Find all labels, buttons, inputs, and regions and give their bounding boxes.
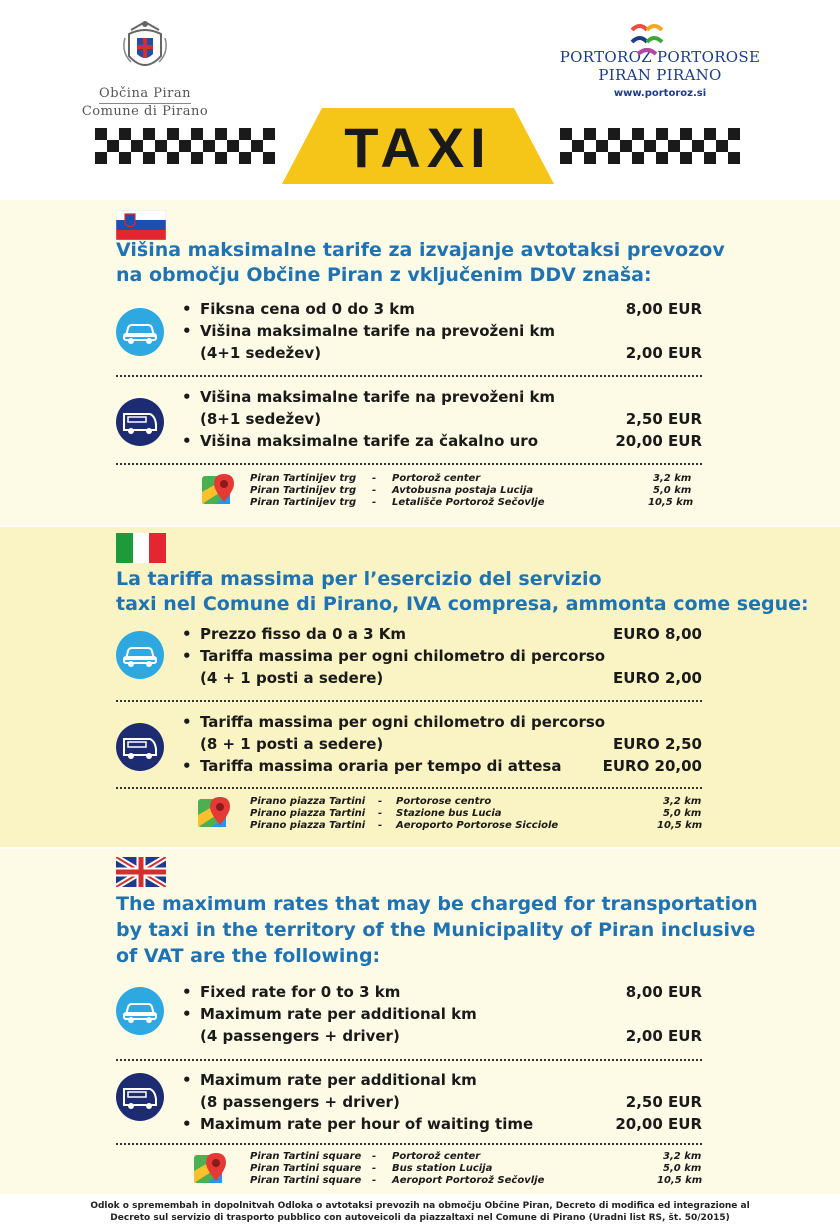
dotted-divider	[116, 700, 702, 702]
checker-square	[215, 128, 227, 140]
checker-square	[191, 152, 203, 164]
checker-square	[239, 152, 251, 164]
checker-square	[680, 152, 692, 164]
heading-line2: by taxi in the territory of the Municipality of Piran inclusive	[116, 919, 756, 941]
price: EURO 20,00	[602, 757, 702, 775]
checker-square	[656, 152, 668, 164]
checker-square	[620, 140, 632, 152]
rate-line: (8 passengers + driver) 2,50 EUR	[200, 1093, 702, 1111]
tourism-line2: PIRAN PIRANO	[598, 66, 722, 84]
rate-line: • Tariffa massima oraria per tempo di attesa EURO 20,00	[182, 757, 702, 775]
header	[0, 0, 840, 200]
rate-line: • Tariffa massima per ogni chilometro di percorso	[182, 713, 606, 731]
dotted-divider	[116, 463, 702, 465]
legal-footer	[0, 1200, 840, 1224]
taxi-title: TAXI	[344, 116, 492, 179]
checker-square	[716, 140, 728, 152]
checker-square	[584, 128, 596, 140]
logo-text-line2: Comune di Pirano	[81, 104, 209, 119]
checker-square	[656, 128, 668, 140]
footer-line1: Odlok o spremembah in dopolnitvah Odloka o avtotaksi prevozih na območju Občine Piran, Decreto di modifica ed integrazione al	[90, 1201, 750, 1211]
checker-square	[95, 152, 107, 164]
van-icon	[116, 1073, 164, 1121]
checker-square	[167, 152, 179, 164]
car-icon	[116, 308, 164, 356]
rate-line: (4 + 1 posti a sedere) EURO 2,00	[200, 669, 702, 687]
section-heading	[116, 891, 758, 969]
rate-line: (8 + 1 posti a sedere) EURO 2,50	[200, 735, 702, 753]
heading-line2: na območju Občine Piran z vključenim DDV znaša:	[116, 264, 652, 286]
checker-square	[632, 152, 644, 164]
checker-square	[668, 140, 680, 152]
checker-square	[728, 128, 740, 140]
checker-square	[131, 140, 143, 152]
crest-icon	[121, 18, 169, 78]
section-heading	[116, 567, 809, 617]
checker-square	[572, 140, 584, 152]
price: EURO 2,00	[613, 669, 702, 687]
google-maps-icon	[200, 472, 236, 508]
price: 20,00 EUR	[615, 1115, 702, 1133]
google-maps-icon	[196, 795, 232, 831]
dotted-divider	[116, 375, 702, 377]
checker-square	[680, 128, 692, 140]
checker-square	[215, 152, 227, 164]
price: 8,00 EUR	[625, 300, 702, 318]
car-rates	[116, 981, 702, 1051]
tourism-logo	[540, 26, 780, 99]
checker-square	[692, 140, 704, 152]
checker-square	[560, 128, 572, 140]
rate-line: • Višina maksimalne tarife za čakalno uro 20,00 EUR	[182, 432, 702, 450]
checker-square	[632, 128, 644, 140]
rate-line: • Fiksna cena od 0 do 3 km 8,00 EUR	[182, 300, 702, 318]
heading-line2: taxi nel Comune di Pirano, IVA compresa, ammonta come segue:	[116, 593, 809, 615]
van-rates	[116, 1069, 702, 1139]
checker-square	[179, 140, 191, 152]
checker-square	[119, 128, 131, 140]
checker-square	[167, 128, 179, 140]
rate-line: • Višina maksimalne tarife na prevoženi km	[182, 388, 556, 406]
rate-line: • Maximum rate per additional km	[182, 1071, 477, 1089]
van-rates	[116, 711, 702, 781]
rate-line: (4+1 sedežev) 2,00 EUR	[200, 344, 702, 362]
price: 2,50 EUR	[625, 1093, 702, 1111]
dotted-divider	[116, 787, 702, 789]
checker-square	[608, 128, 620, 140]
car-icon	[116, 987, 164, 1035]
checker-square	[227, 140, 239, 152]
heading-line3: of VAT are the following:	[116, 945, 381, 967]
rate-line: (8+1 sedežev) 2,50 EUR	[200, 410, 702, 428]
checker-square	[239, 128, 251, 140]
slovenia-flag-icon	[116, 210, 166, 240]
uk-flag-icon	[116, 857, 166, 887]
checker-square	[644, 140, 656, 152]
price: 2,00 EUR	[625, 344, 702, 362]
rate-line: • Maximum rate per additional km	[182, 1005, 477, 1023]
checker-square	[251, 140, 263, 152]
footer-line2: Decreto sul servizio di trasporto pubblico con autoveicoli da piazzaltaxi nel Comune di Pirano (Uradni list RS, št. 50/2015)	[110, 1213, 730, 1223]
price: 2,00 EUR	[625, 1027, 702, 1045]
checker-pattern-right	[560, 128, 740, 164]
price: 2,50 EUR	[625, 410, 702, 428]
checker-square	[704, 128, 716, 140]
heading-line1: Višina maksimalne tarife za izvajanje avtotaksi prevozov	[116, 239, 725, 261]
checker-square	[155, 140, 167, 152]
checker-square	[95, 128, 107, 140]
checker-square	[728, 152, 740, 164]
checker-pattern-left	[95, 128, 275, 164]
checker-square	[263, 152, 275, 164]
rate-line: • Fixed rate for 0 to 3 km 8,00 EUR	[182, 983, 702, 1001]
dotted-divider	[116, 1059, 702, 1061]
van-icon	[116, 398, 164, 446]
heading-line1: The maximum rates that may be charged for transportation	[116, 893, 758, 915]
google-maps-icon	[192, 1151, 228, 1187]
rate-line: • Tariffa massima per ogni chilometro di percorso	[182, 647, 606, 665]
section-english: The maximum rates that may be charged for transportation by taxi in the territory of the Municipality of Piran inclusive of VAT are the following: • Fixed rate for 0 to 3 km 8,00 EUR • Maximum rate per additional km (4 passengers + driver) 2,00 EUR • Maximum rate per additional km (8 passengers + driver) 2,50 EUR • Maximum rate per hour of waiting time 20,00 EUR Piran Tartini square - Portorož center 3,2 km Piran Tartini square - Bus station Lucija 5,0 km Piran Tartini square - Aeroport Portorož Sečovlje 10,5 km	[0, 849, 840, 1194]
price: EURO 2,50	[613, 735, 702, 753]
price: 8,00 EUR	[625, 983, 702, 1001]
checker-square	[143, 128, 155, 140]
checker-square	[107, 140, 119, 152]
rate-line: • Višina maksimalne tarife na prevoženi km	[182, 322, 556, 340]
checker-square	[191, 128, 203, 140]
van-rates	[116, 386, 702, 456]
dotted-divider	[116, 1143, 702, 1145]
car-rates	[116, 298, 702, 368]
checker-square	[584, 152, 596, 164]
van-icon	[116, 723, 164, 771]
italy-flag-icon	[116, 533, 166, 563]
checker-square	[143, 152, 155, 164]
car-rates	[116, 623, 702, 693]
section-heading	[116, 238, 725, 288]
rate-line: • Maximum rate per hour of waiting time 20,00 EUR	[182, 1115, 702, 1133]
rate-line: (4 passengers + driver) 2,00 EUR	[200, 1027, 702, 1045]
checker-square	[608, 152, 620, 164]
tourism-url[interactable]: www.portoroz.si	[613, 88, 707, 99]
checker-square	[560, 152, 572, 164]
heading-line1: La tariffa massima per l’esercizio del servizio	[116, 568, 602, 590]
price: EURO 8,00	[613, 625, 702, 643]
checker-square	[119, 152, 131, 164]
price: 20,00 EUR	[615, 432, 702, 450]
checker-square	[596, 140, 608, 152]
tourism-emblem-icon	[628, 20, 666, 60]
section-slovenian: Višina maksimalne tarife za izvajanje avtotaksi prevozov na območju Občine Piran z vključenim DDV znaša: • Fiksna cena od 0 do 3 km 8,00 EUR • Višina maksimalne tarife na prevoženi km (4+1 sedežev) 2,00 EUR • Višina maksimalne tarife na prevoženi km (8+1 sedežev) 2,50 EUR • Višina maksimalne tarife za čakalno uro 20,00 EUR Piran Tartinijev trg - Portorož center 3,2 km Piran Tartinijev trg - Avtobusna postaja Lucija 5,0 km Piran Tartinijev trg - Letališče Portorož Sečovlje 10,5 km	[0, 200, 840, 525]
logo-text-line1: Občina Piran	[99, 86, 191, 104]
section-italian: La tariffa massima per l’esercizio del servizio taxi nel Comune di Pirano, IVA compresa, ammonta come segue: • Prezzo fisso da 0 a 3 Km EURO 8,00 • Tariffa massima per ogni chilometro di percorso (4 + 1 posti a sedere) EURO 2,00 • Tariffa massima per ogni chilometro di percorso (8 + 1 posti a sedere) EURO 2,50 • Tariffa massima oraria per tempo di attesa EURO 20,00 Pirano piazza Tartini - Portorose centro 3,2 km Pirano piazza Tartini - Stazione bus Lucia 5,0 km Pirano piazza Tartini - Aeroporto Portorose Sicciole 10,5 km	[0, 527, 840, 847]
checker-square	[263, 128, 275, 140]
municipality-logo	[70, 18, 220, 119]
rate-line: • Prezzo fisso da 0 a 3 Km EURO 8,00	[182, 625, 702, 643]
car-icon	[116, 631, 164, 679]
checker-square	[203, 140, 215, 152]
tourism-line1: PORTOROŽ PORTOROSE	[559, 48, 761, 66]
checker-square	[704, 152, 716, 164]
